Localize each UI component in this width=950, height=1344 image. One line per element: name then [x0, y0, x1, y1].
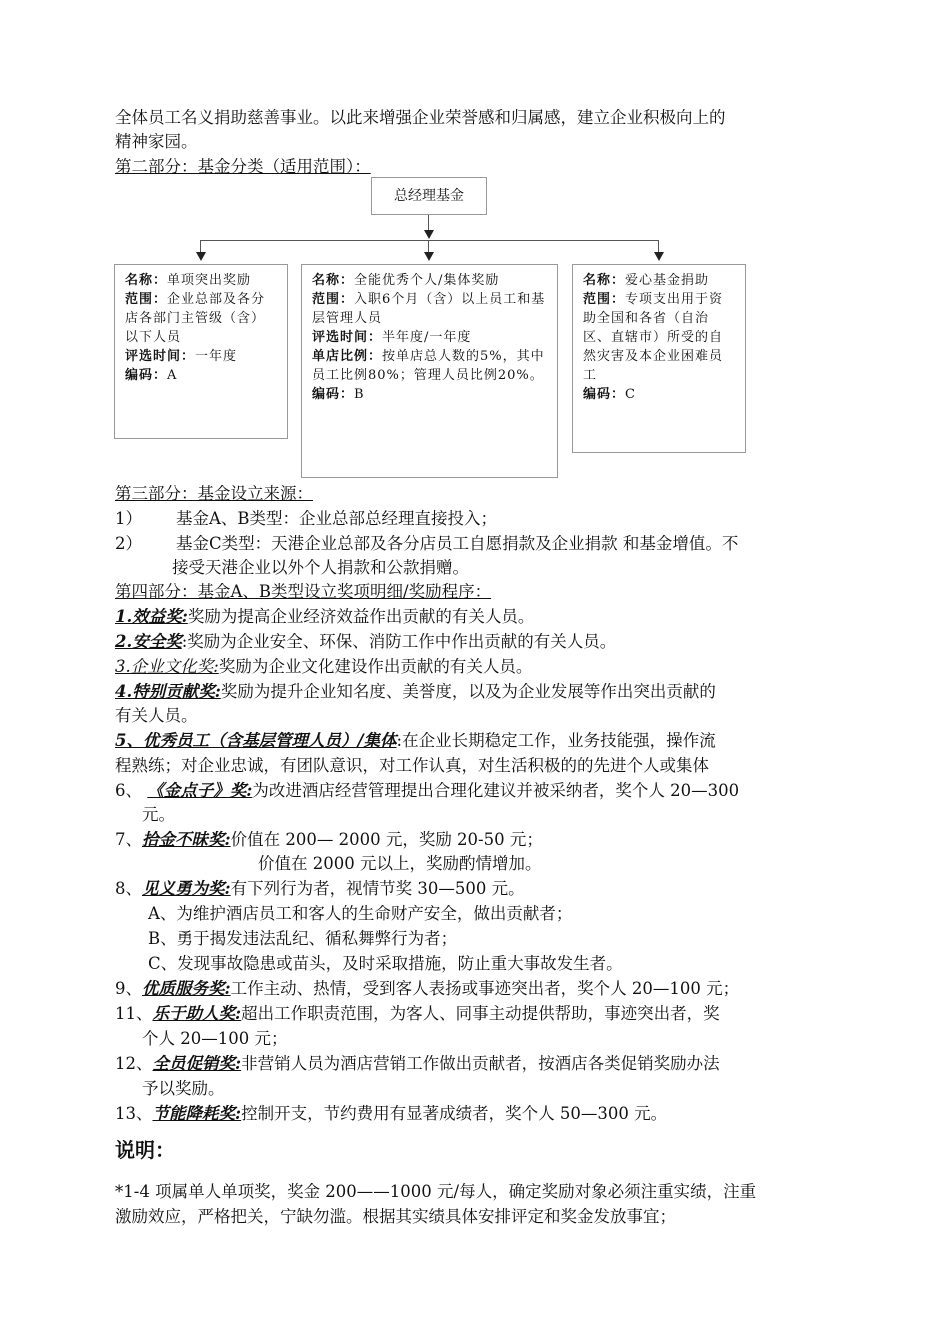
box-a-name-label: 名称： [125, 273, 168, 288]
award-7 [115, 828, 543, 852]
fund-box-a [114, 264, 288, 439]
award-8-num: 8、 [115, 879, 142, 898]
award-6 [115, 779, 739, 803]
award-4 [115, 680, 716, 704]
award-8-sub-b: B、勇于揭发违法乱纪、循私舞弊行为者； [148, 929, 458, 948]
arrow-down-icon [654, 252, 664, 261]
note-line-1: *1-4 项属单人单项奖，奖金 200——1000 元/每人，确定奖励对象必须注重实绩，注重 [115, 1182, 757, 1201]
award-2 [115, 630, 616, 654]
award-7-text: 价值在 200— 2000 元，奖励 20-50 元； [230, 830, 543, 849]
award-12 [115, 1052, 720, 1076]
award-4-text: 奖励为提升企业知名度、美誉度，以及为企业发展等作出突出贡献的 [220, 682, 716, 701]
award-1-label: 1.效益奖: [115, 607, 188, 626]
award-13-text: 控制开支，节约费用有显著成绩者，奖个人 50—300 元。 [241, 1104, 668, 1123]
box-a-time: 一年度 [195, 349, 238, 364]
part3-item-1-num: 1） [115, 509, 142, 528]
arrow-down-icon [424, 252, 434, 261]
part4-heading: 第四部分：基金A、B类型设立奖项明细/奖励程序： [115, 582, 492, 601]
award-6-label: 《金点子》奖: [147, 781, 253, 800]
award-5-text: :在企业长期稳定工作，业务技能强，操作流 [396, 731, 716, 750]
award-5-cont: 程熟练；对企业忠诚，有团队意识，对工作认真，对生活积极的的先进个人或集体 [115, 756, 709, 775]
award-8-sub-a: A、为维护酒店员工和客人的生命财产安全，做出贡献者； [148, 904, 573, 923]
award-11 [115, 1002, 720, 1026]
box-a-scope-label: 范围： [125, 292, 168, 307]
part3-heading: 第三部分：基金设立来源： [115, 484, 313, 503]
part3-item-2-cont: 接受天港企业以外个人捐款和公款捐赠。 [172, 558, 469, 577]
award-6-num: 6、 [115, 781, 142, 800]
award-8 [115, 877, 525, 901]
root-fund-box: 总经理基金 [371, 177, 487, 215]
award-12-num: 12、 [115, 1054, 153, 1073]
box-b-time-label: 评选时间： [312, 330, 383, 345]
award-9 [115, 977, 739, 1001]
award-8-sub-c: C、发现事故隐患或苗头，及时采取措施，防止重大事故发生者。 [148, 954, 623, 973]
box-a-time-label: 评选时间： [125, 349, 196, 364]
box-b-time: 半年度/一年度 [382, 330, 472, 345]
award-12-text: 非营销人员为酒店营销工作做出贡献者，按酒店各类促销奖励办法 [241, 1054, 720, 1073]
arrow-down-icon [196, 252, 206, 261]
intro-line-2: 精神家园。 [115, 132, 198, 151]
award-12-cont: 予以奖励。 [142, 1079, 225, 1098]
box-b-name: 全能优秀个人/集体奖励 [354, 273, 500, 288]
award-3 [115, 655, 532, 679]
box-c-name-label: 名称： [583, 273, 626, 288]
award-9-label: 优质服务奖: [142, 979, 231, 998]
award-2-label: 2.安全奖 [115, 632, 182, 651]
box-c-scope-label: 范围： [583, 292, 626, 307]
award-8-label: 见义勇为奖: [142, 879, 231, 898]
award-9-num: 9、 [115, 979, 142, 998]
part3-item-1-text: 基金A、B类型：企业总部总经理直接投入； [176, 509, 498, 528]
award-5 [115, 729, 716, 753]
award-1-text: 奖励为提高企业经济效益作出贡献的有关人员。 [187, 607, 535, 626]
award-12-label: 全员促销奖: [152, 1054, 242, 1073]
award-1 [115, 605, 534, 629]
part3-item-2-num: 2） [115, 534, 142, 553]
box-c-scope: 专项支出用于资助全国和各省（自治区、直辖市）所受的自然灾害及本企业困难员工 [583, 292, 724, 383]
connector-horizontal [200, 240, 659, 241]
award-7-cont: 价值在 2000 元以上，奖励酌情增加。 [258, 854, 542, 873]
award-11-text: 超出工作职责范围，为客人、同事主动提供帮助，事迹突出者，奖 [241, 1004, 720, 1023]
box-c-name: 爱心基金捐助 [625, 273, 710, 288]
box-a-scope: 企业总部及各分店各部门主管级（含）以下人员 [125, 292, 266, 345]
award-5-label: 5、优秀员工（含基层管理人员）/集体 [115, 731, 397, 750]
award-13-num: 13、 [115, 1104, 153, 1123]
award-13 [115, 1102, 667, 1126]
award-6-cont: 元。 [142, 805, 175, 824]
arrow-down-icon [424, 230, 434, 239]
box-b-ratio-label: 单店比例： [312, 349, 383, 364]
box-b-ratio: 按单店总人数的5%，其中员工比例80%；管理人员比例20%。 [312, 349, 545, 383]
note-title: 说明： [115, 1138, 175, 1162]
fund-box-b [301, 264, 558, 478]
part3-item-2 [115, 532, 738, 556]
award-11-cont: 个人 20—100 元； [142, 1029, 288, 1048]
award-9-text: 工作主动、热情，受到客人表扬或事迹突出者，奖个人 20—100 元； [230, 979, 740, 998]
box-b-code-label: 编码： [312, 387, 355, 402]
box-b-name-label: 名称： [312, 273, 355, 288]
award-6-text: 为改进酒店经营管理提出合理化建议并被采纳者，奖个人 20—300 [252, 781, 740, 800]
award-11-label: 乐于助人奖: [152, 1004, 242, 1023]
intro-line-1: 全体员工名义捐助慈善事业。以此来增强企业荣誉感和归属感，建立企业积极向上的 [115, 108, 726, 127]
award-2-text: :奖励为企业安全、环保、消防工作中作出贡献的有关人员。 [181, 632, 617, 651]
award-7-label: 拾金不昧奖: [142, 830, 231, 849]
award-4-label: 4.特别贡献奖: [115, 682, 221, 701]
box-c-code: C [625, 387, 636, 402]
award-8-text: 有下列行为者，视情节奖 30—500 元。 [230, 879, 525, 898]
box-a-code-label: 编码： [125, 368, 168, 383]
box-b-code: B [354, 387, 365, 402]
note-line-2: 激励效应，严格把关，宁缺勿滥。根据其实绩具体安排评定和奖金发放事宜； [115, 1207, 676, 1226]
box-a-code: A [167, 368, 178, 383]
award-4-cont: 有关人员。 [115, 706, 198, 725]
part3-item-1 [115, 507, 497, 531]
part3-item-2-text: 基金C类型：天港企业总部及各分店员工自愿捐款及企业捐款 和基金增值。不 [176, 534, 739, 553]
box-b-scope-label: 范围： [312, 292, 355, 307]
box-c-code-label: 编码： [583, 387, 626, 402]
award-7-num: 7、 [115, 830, 142, 849]
award-3-label: 3.企业文化奖: [115, 657, 219, 676]
box-a-name: 单项突出奖励 [167, 273, 252, 288]
fund-box-c [572, 264, 746, 453]
award-3-text: 奖励为企业文化建设作出贡献的有关人员。 [218, 657, 533, 676]
award-11-num: 11、 [115, 1004, 153, 1023]
box-b-scope: 入职6个月（含）以上员工和基层管理人员 [312, 292, 546, 326]
award-13-label: 节能降耗奖: [152, 1104, 242, 1123]
part2-heading: 第二部分：基金分类（适用范围）： [115, 157, 371, 176]
